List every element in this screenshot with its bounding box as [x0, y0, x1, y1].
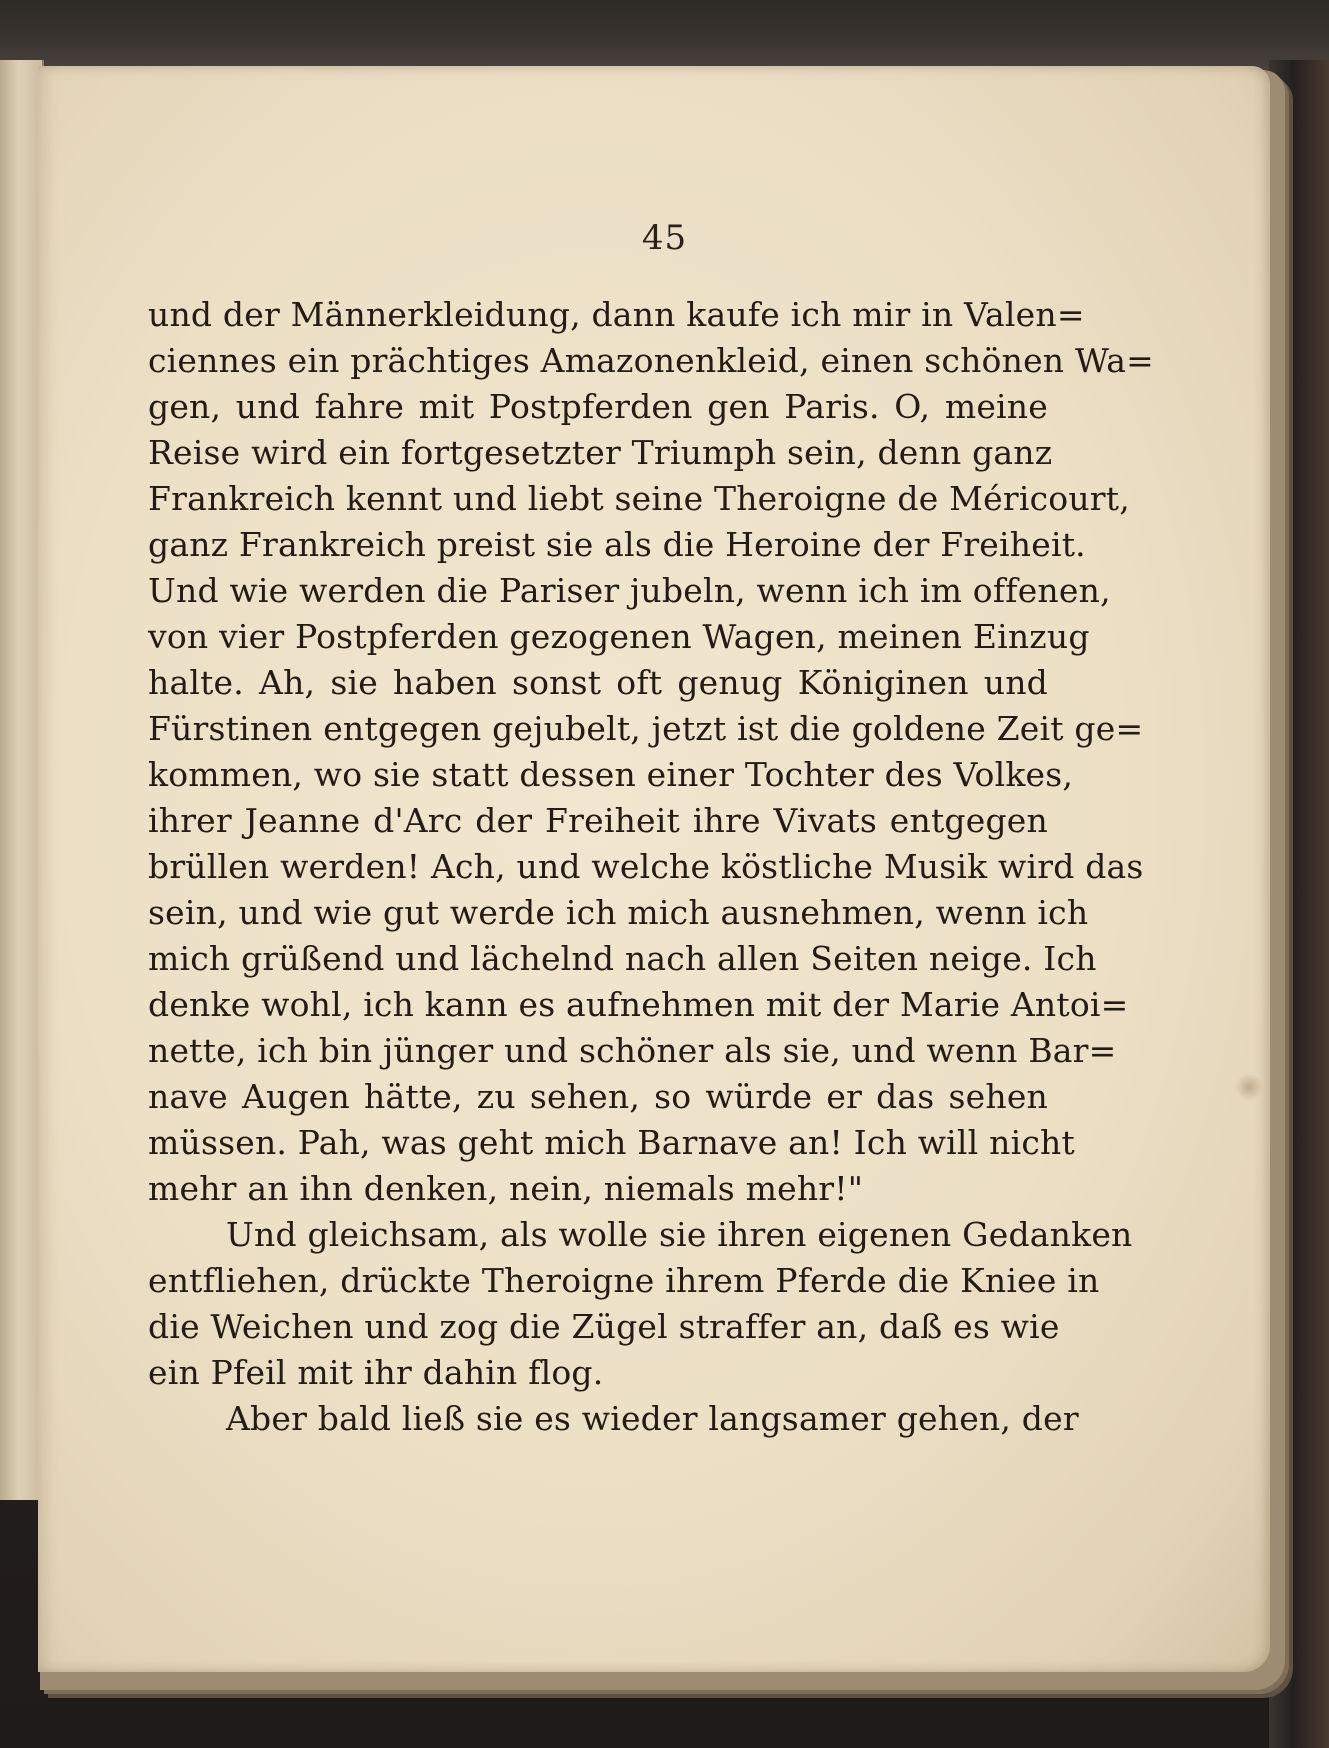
text-line: mehr an ihn denken, nein, niemals mehr!"	[148, 1169, 864, 1208]
text-line: und der Männerkleidung, dann kaufe ich mir in Valen=	[148, 295, 1085, 334]
text-line: nave Augen hätte, zu sehen, so würde er das sehen	[148, 1077, 1048, 1116]
text-line: kommen, wo sie statt dessen einer Tochter des Volkes,	[148, 755, 1074, 794]
page-number: 45	[641, 218, 688, 258]
text-line: nette, ich bin jünger und schöner als sie, und wenn Bar=	[148, 1031, 1117, 1070]
text-line: entfliehen, drückte Theroigne ihrem Pferde die Kniee in	[148, 1261, 1100, 1300]
text-line: ganz Frankreich preist sie als die Heroine der Freiheit.	[148, 525, 1086, 564]
paragraph-start-line: Aber bald ließ sie es wieder langsamer gehen, der	[226, 1399, 1079, 1438]
text-line: von vier Postpferden gezogenen Wagen, meinen Einzug	[148, 617, 1090, 656]
text-line: sein, und wie gut werde ich mich ausnehmen, wenn ich	[148, 893, 1089, 932]
text-line: ihrer Jeanne d'Arc der Freiheit ihre Vivats entgegen	[148, 801, 1048, 840]
text-line: denke wohl, ich kann es aufnehmen mit der Marie Antoi=	[148, 985, 1129, 1024]
text-line: halte. Ah, sie haben sonst oft genug Königinen und	[148, 663, 1048, 702]
text-line: Reise wird ein fortgesetzter Triumph sein, denn ganz	[148, 433, 1053, 472]
text-line: die Weichen und zog die Zügel straffer an, daß es wie	[148, 1307, 1060, 1346]
paragraph-start-line: Und gleichsam, als wolle sie ihren eigenen Gedanken	[226, 1215, 1133, 1254]
text-line: mich grüßend und lächelnd nach allen Seiten neige. Ich	[148, 939, 1097, 978]
text-line: ein Pfeil mit ihr dahin flog.	[148, 1353, 604, 1392]
text-line: Frankreich kennt und liebt seine Theroigne de Méricourt,	[148, 479, 1130, 518]
text-line: brüllen werden! Ach, und welche köstliche Musik wird das	[148, 847, 1144, 886]
text-line: ciennes ein prächtiges Amazonenkleid, einen schönen Wa=	[148, 341, 1154, 380]
text-line: müssen. Pah, was geht mich Barnave an! Ich will nicht	[148, 1123, 1075, 1162]
text-line: gen, und fahre mit Postpferden gen Paris. O, meine	[148, 387, 1048, 426]
paper-stain	[1234, 1074, 1264, 1100]
book-cover-top	[0, 0, 1329, 70]
text-line: Und wie werden die Pariser jubeln, wenn ich im offenen,	[148, 571, 1111, 610]
text-line: Fürstinen entgegen gejubelt, jetzt ist die goldene Zeit ge=	[148, 709, 1144, 748]
page-text	[148, 292, 1154, 1442]
